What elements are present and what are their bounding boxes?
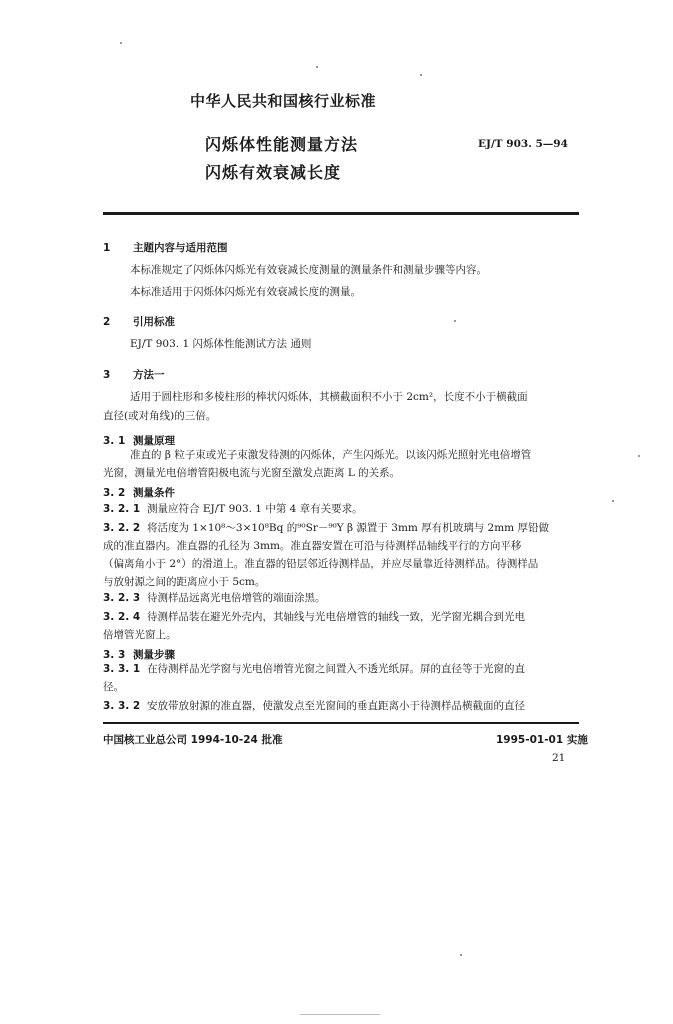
- header-rule: [103, 212, 579, 215]
- clause-3-2-3: [103, 590, 326, 605]
- paragraph-line: 适用于圆柱形和多棱柱形的棒状闪烁体，其横截面积不小于 2cm²，长度不小于横截面: [130, 391, 528, 403]
- section-1-heading: [103, 236, 228, 255]
- paragraph-line: 径。: [103, 681, 124, 693]
- section-2-heading: [103, 310, 175, 329]
- section-title: 主题内容与适用范围: [133, 242, 228, 254]
- paragraph-line: 倍增管光窗上。: [103, 629, 177, 641]
- section-title: 测量条件: [133, 487, 175, 499]
- section-title: 方法一: [133, 369, 165, 381]
- scan-speck: [638, 455, 640, 457]
- section-number: 2: [103, 316, 111, 328]
- scan-speck: [420, 74, 422, 76]
- document-title-line2: 闪烁有效衰减长度: [205, 163, 342, 182]
- footer-rule: [103, 722, 579, 724]
- section-number: 3: [103, 369, 111, 381]
- section-number: 3. 1: [103, 435, 126, 447]
- clause-text: 待测样品装在避光外壳内，其轴线与光电倍增管的轴线一致，光学窗光耦合到光电: [147, 611, 525, 623]
- clause-3-2-4: [103, 609, 525, 624]
- section-title: 测量步骤: [133, 649, 175, 661]
- scan-speck: [120, 42, 122, 44]
- clause-text: 将活度为 1×10⁸～3×10⁸Bq 的⁹⁰Sr－⁹⁰Y β 源置于 3mm 厚有机玻璃与 2mm 厚铅做: [147, 522, 549, 534]
- section-number: 1: [103, 242, 111, 254]
- clause-number: 3. 3. 2: [103, 700, 141, 712]
- clause-number: 3. 2. 4: [103, 611, 141, 623]
- clause-3-2-1: [103, 501, 363, 516]
- clause-3-3-2: [103, 698, 525, 713]
- clause-text: 待测样品远离光电倍增管的端面涂黑。: [147, 592, 326, 604]
- clause-number: 3. 2. 3: [103, 592, 141, 604]
- section-number: 3. 2: [103, 487, 126, 499]
- implementation-date: 1995-01-01 实施: [496, 734, 588, 746]
- paragraph-line: （偏离角小于 2°）的滑道上。准直器的铅层邻近待测样品，并应尽量靠近待测样品。待测样品: [103, 558, 539, 570]
- scan-speck: [316, 66, 318, 68]
- subsection-3-3-heading: [103, 643, 175, 662]
- section-3-heading: [103, 363, 165, 382]
- paragraph-line: 与放射源之间的距离应小于 5cm。: [103, 576, 266, 588]
- paragraph-line: 光窗，测量光电倍增管阳极电流与光窗至激发点距离 L 的关系。: [103, 467, 401, 479]
- section-number: 3. 3: [103, 649, 126, 661]
- paragraph-line: 成的准直器内。准直器的孔径为 3mm。准直器安置在可沿与待测样品轴线平行的方向平移: [103, 540, 522, 552]
- subsection-3-1-heading: [103, 429, 175, 448]
- subsection-3-2-heading: [103, 481, 175, 500]
- paragraph-line: 准直的 β 粒子束或光子束激发待测的闪烁体，产生闪烁光。以该闪烁光照射光电倍增管: [130, 449, 532, 461]
- paragraph-line: 直径(或对角线)的三倍。: [103, 410, 217, 422]
- paragraph: 本标准规定了闪烁体闪烁光有效衰减长度测量的测量条件和测量步骤等内容。: [130, 264, 487, 276]
- clause-text: 测量应符合 EJ/T 903. 1 中第 4 章有关要求。: [147, 503, 363, 515]
- standard-code: EJ/T 903. 5—94: [478, 138, 568, 150]
- clause-text: 在待测样品光学窗与光电倍增管光窗之间置入不透光纸屏。屏的直径等于光窗的直: [147, 663, 525, 675]
- section-title: 测量原理: [133, 435, 175, 447]
- clause-number: 3. 3. 1: [103, 663, 141, 675]
- approval-note: 中国核工业总公司 1994-10-24 批准: [103, 734, 283, 746]
- clause-text: 安放带放射源的准直器，使激发点至光窗间的垂直距离小于待测样品横截面的直径: [147, 700, 525, 712]
- clause-3-3-1: [103, 661, 525, 676]
- clause-number: 3. 2. 2: [103, 522, 141, 534]
- clause-3-2-2: [103, 520, 549, 535]
- scan-speck: [460, 954, 462, 956]
- issuing-organization: 中华人民共和国核行业标准: [190, 92, 377, 110]
- page-number: 21: [552, 752, 566, 764]
- paragraph: 本标准适用于闪烁体闪烁光有效衰减长度的测量。: [130, 286, 361, 298]
- scan-mark: [300, 1014, 380, 1015]
- clause-number: 3. 2. 1: [103, 503, 141, 515]
- section-title: 引用标准: [133, 316, 175, 328]
- document-title-line1: 闪烁体性能测量方法: [205, 135, 359, 154]
- scan-speck: [454, 320, 456, 322]
- reference-entry: EJ/T 903. 1 闪烁体性能测试方法 通则: [130, 338, 312, 350]
- scan-speck: [612, 500, 614, 502]
